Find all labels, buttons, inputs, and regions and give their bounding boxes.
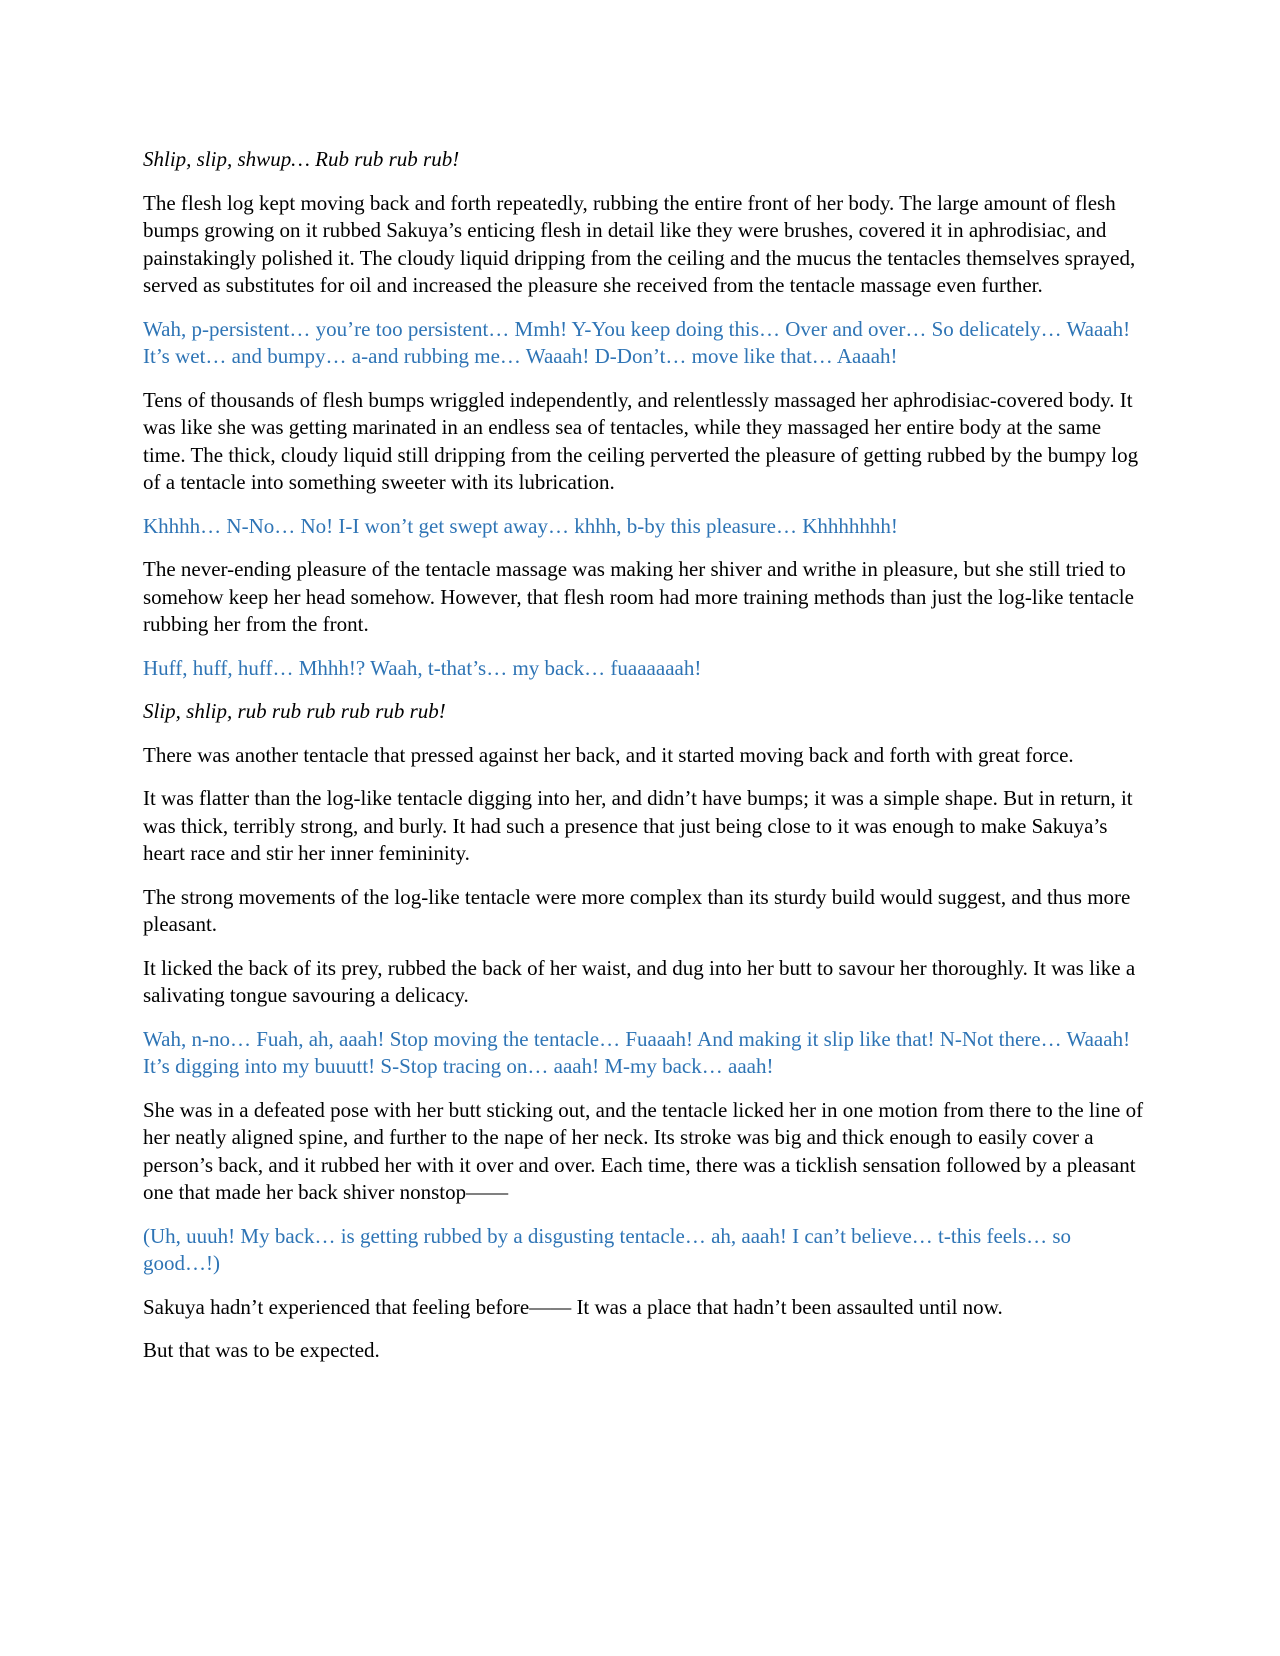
narration-paragraph: She was in a defeated pose with her butt sticking out, and the tentacle licked her in one motion from there to the line of her neatly aligned spine, and further to the nape of her neck. Its stroke was big and thick enough to easily cover a person’s back, and it rubbed her with it over and over. Each time, there was a ticklish sensation followed by a pleasant one that made her back shiver nonstop—— [143, 1097, 1144, 1204]
narration-paragraph: There was another tentacle that pressed against her back, and it started moving back and forth with great force. [143, 742, 1074, 767]
narration-paragraph: The strong movements of the log-like tentacle were more complex than its sturdy build would suggest, and thus more pleasant. [143, 884, 1131, 936]
narration-paragraph: It was flatter than the log-like tentacle digging into her, and didn’t have bumps; it was a simple shape. But in return, it was thick, terribly strong, and burly. It had such a presence that just being close to it was enough to make Sakuya’s heart race and stir her inner femininity. [143, 786, 1133, 865]
narration-paragraph: It licked the back of its prey, rubbed the back of her waist, and dug into her butt to savour her thoroughly. It was like a salivating tongue savouring a delicacy. [143, 955, 1136, 1007]
narration-paragraph: Tens of thousands of flesh bumps wriggled independently, and relentlessly massaged her aphrodisiac-covered body. It was like she was getting marinated in an endless sea of tentacles, while they massaged her entire body at the same time. The thick, cloudy liquid still dripping from the ceiling perverted the pleasure of getting rubbed by the bumpy log of a tentacle into something sweeter with its lubrication. [143, 387, 1139, 494]
narration-paragraph: Sakuya hadn’t experienced that feeling before—— It was a place that hadn’t been assaulted until now. [143, 1294, 1003, 1319]
sfx-line: Slip, shlip, rub rub rub rub rub rub! [143, 699, 446, 723]
narration-paragraph: The flesh log kept moving back and forth repeatedly, rubbing the entire front of her body. The large amount of flesh bumps growing on it rubbed Sakuya’s enticing flesh in detail like they were brushes, covered it in aphrodisiac, and painstakingly polished it. The cloudy liquid dripping from the ceiling and the mucus the tentacles themselves sprayed, served as substitutes for oil and increased the pleasure she received from the tentacle massage even further. [143, 190, 1136, 297]
narration-paragraph: The never-ending pleasure of the tentacle massage was making her shiver and writhe in pleasure, but she still tried to somehow keep her head somehow. However, that flesh room had more training methods than just the log-like tentacle rubbing her from the front. [143, 557, 1134, 636]
dialogue-paragraph: Huff, huff, huff… Mhhh!? Waah, t-that’s… my back… fuaaaaaah! [143, 655, 702, 680]
dialogue-paragraph: (Uh, uuuh! My back… is getting rubbed by a disgusting tentacle… ah, aaah! I can’t believe… t-this feels… so good…!) [143, 1223, 1072, 1275]
dialogue-paragraph: Wah, p-persistent… you’re too persistent… Mmh! Y-You keep doing this… Over and over… So delicately… Waaah! It’s wet… and bumpy… a-and rubbing me… Waaah! D-Don’t… move like that… Aaaah! [143, 316, 1131, 368]
dialogue-paragraph: Khhhh… N-No… No! I-I won’t get swept away… khhh, b-by this pleasure… Khhhhhhh! [143, 513, 898, 538]
dialogue-paragraph: Wah, n-no… Fuah, ah, aaah! Stop moving the tentacle… Fuaaah! And making it slip like that! N-Not there… Waaah! It’s digging into my buuutt! S-Stop tracing on… aaah! M-my back… aaah! [143, 1026, 1131, 1078]
sfx-line: Shlip, slip, shwup… Rub rub rub rub! [143, 147, 460, 171]
narration-paragraph: But that was to be expected. [143, 1338, 380, 1362]
